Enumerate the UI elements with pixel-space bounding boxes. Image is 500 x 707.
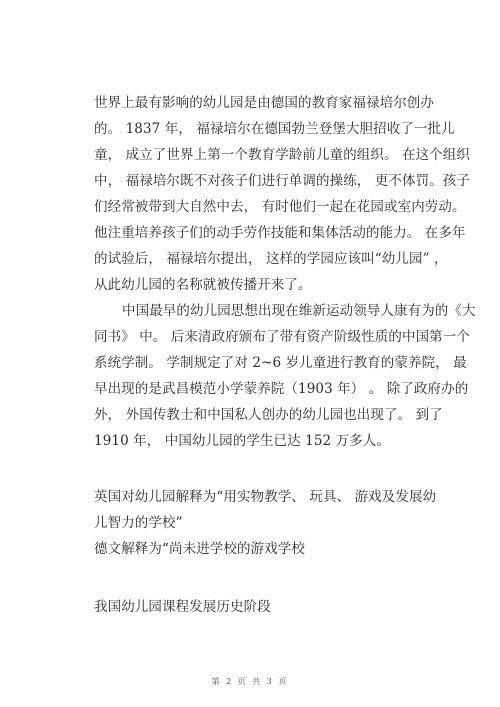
page-footer: 第 2 页 共 3 页 — [211, 677, 289, 686]
section-heading: 我国幼儿园课程发展历史阶段 — [94, 599, 271, 615]
text-line: 英国对幼儿园解释为“用实物教学、 玩具、 游戏及发展幼 — [94, 489, 437, 505]
text-line: 的。 1837 年， 福禄培尔在德国勃兰登堡大胆招收了一批儿 — [94, 121, 455, 137]
text-line: 早出现的是武昌模范小学蒙养院（1903 年） 。 除了政府办的 — [94, 381, 469, 397]
text-line: 们经常被带到大自然中去， 有时他们一起在花园或室内劳动。 — [94, 199, 466, 215]
text-line: 从此幼儿园的名称就被传播开来了。 — [94, 277, 312, 293]
text-line: 系统学制。 学制规定了对 2~6 岁儿童进行教育的蒙养院， 最 — [94, 355, 467, 371]
text-line: 1910 年， 中国幼儿园的学生已达 152 万多人。 — [94, 433, 390, 449]
text-line: 德文解释为“尚未进学校的游戏学校 — [94, 541, 306, 557]
text-line: 童， 成立了世界上第一个教育学龄前儿童的组织。 在这个组织 — [94, 147, 470, 163]
text-line: 外， 外国传教士和中国私人创办的幼儿园也出现了。 到了 — [94, 407, 443, 423]
text-line: 世界上最有影响的幼儿园是由德国的教育家福禄培尔创办 — [94, 95, 434, 111]
text-line: 中国最早的幼儿园思想出现在维新运动领导人康有为的《大 — [122, 303, 476, 319]
text-line: 的试验后， 福禄培尔提出， 这样的学园应该叫“幼儿园” ， — [94, 251, 448, 267]
text-line: 他注重培养孩子们的动手劳作技能和集体活动的能力。 在多年 — [94, 225, 466, 241]
text-line: 同书》 中。 后来清政府颁布了带有资产阶级性质的中国第一个 — [94, 329, 470, 345]
text-line: 中， 福禄培尔既不对孩子们进行单调的操练， 更不体罚。孩子 — [94, 173, 470, 189]
text-line: 儿智力的学校” — [94, 515, 183, 531]
